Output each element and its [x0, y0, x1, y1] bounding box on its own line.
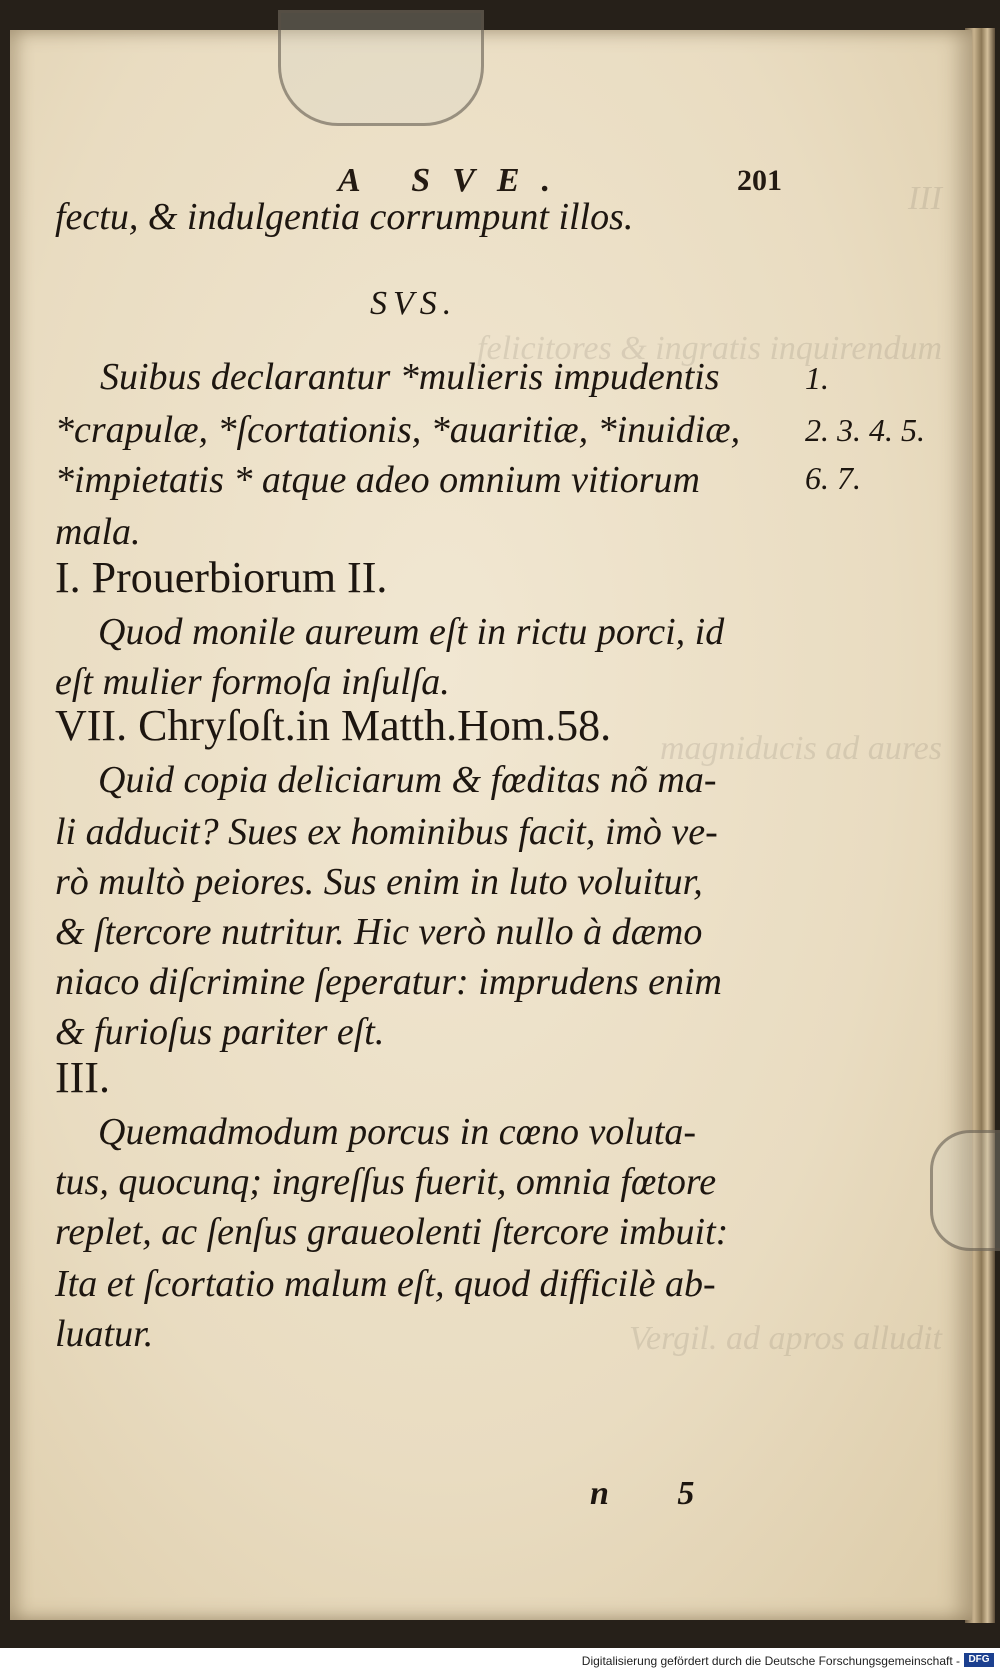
- text-line: replet, ac ſenſus graueolenti ſtercore imbuit:: [55, 1211, 729, 1253]
- text-line: luatur.: [55, 1313, 154, 1355]
- text-line: mala.: [55, 511, 141, 553]
- text-line: fectu, & indulgentia corrumpunt illos.: [55, 196, 634, 238]
- page-number: 201: [737, 164, 782, 197]
- text-line: li adducit? Sues ex hominibus facit, imò ve-: [55, 811, 718, 853]
- show-through-text: Vergil. ad apros alludit: [629, 1320, 942, 1357]
- text-line: Quemadmodum porcus in cœno voluta-: [98, 1111, 697, 1153]
- book-page: [10, 30, 972, 1620]
- margin-note: 1.: [805, 360, 829, 396]
- text-line: & furioſus pariter eſt.: [55, 1011, 385, 1053]
- show-through-text: magniducis ad aures: [659, 730, 942, 767]
- show-through-text: III: [908, 180, 942, 217]
- dfg-logo: DFG: [964, 1653, 994, 1667]
- text-line: rò multò peiores. Sus enim in luto voluitur,: [55, 861, 703, 903]
- text-line: eſt mulier formoſa inſulſa.: [55, 661, 450, 703]
- credit-text: Digitalisierung gefördert durch die Deutsche Forschungsgemeinschaft -: [581, 1654, 960, 1668]
- credit-bar: [0, 1648, 1000, 1673]
- text-line: Quid copia deliciarum & fœditas nõ ma-: [98, 759, 717, 801]
- citation-line: I. Prouerbiorum II.: [55, 553, 388, 602]
- citation-line: III.: [55, 1053, 110, 1102]
- catchword: n 5: [590, 1475, 725, 1512]
- section-heading: SVS.: [370, 285, 458, 322]
- top-page-clip: [278, 10, 484, 126]
- text-line: tus, quocunq; ingreſſus fuerit, omnia fœtore: [55, 1161, 717, 1203]
- citation-line: VII. Chryſoſt.in Matth.Hom.58.: [55, 701, 612, 750]
- show-through-text: felicitores & ingratis inquirendum: [477, 330, 942, 367]
- side-page-clip: [930, 1130, 1000, 1251]
- text-line: Quod monile aureum eſt in rictu porci, id: [98, 611, 725, 653]
- margin-note: 2. 3. 4. 5.: [805, 412, 925, 448]
- text-line: *crapulæ, *ſcortationis, *auaritiæ, *inuidiæ,: [55, 409, 741, 451]
- text-line: Suibus declarantur *mulieris impudentis: [100, 356, 720, 398]
- text-line: *impietatis * atque adeo omnium vitiorum: [55, 459, 700, 501]
- margin-note: 6. 7.: [805, 460, 861, 496]
- text-line: Ita et ſcortatio malum eſt, quod difficilè ab-: [55, 1263, 716, 1305]
- running-head-title: A SVE.: [338, 162, 573, 199]
- text-line: niaco diſcrimine ſeperatur: imprudens enim: [55, 961, 723, 1003]
- text-line: & ſtercore nutritur. Hic verò nullo à dæmo: [55, 911, 703, 953]
